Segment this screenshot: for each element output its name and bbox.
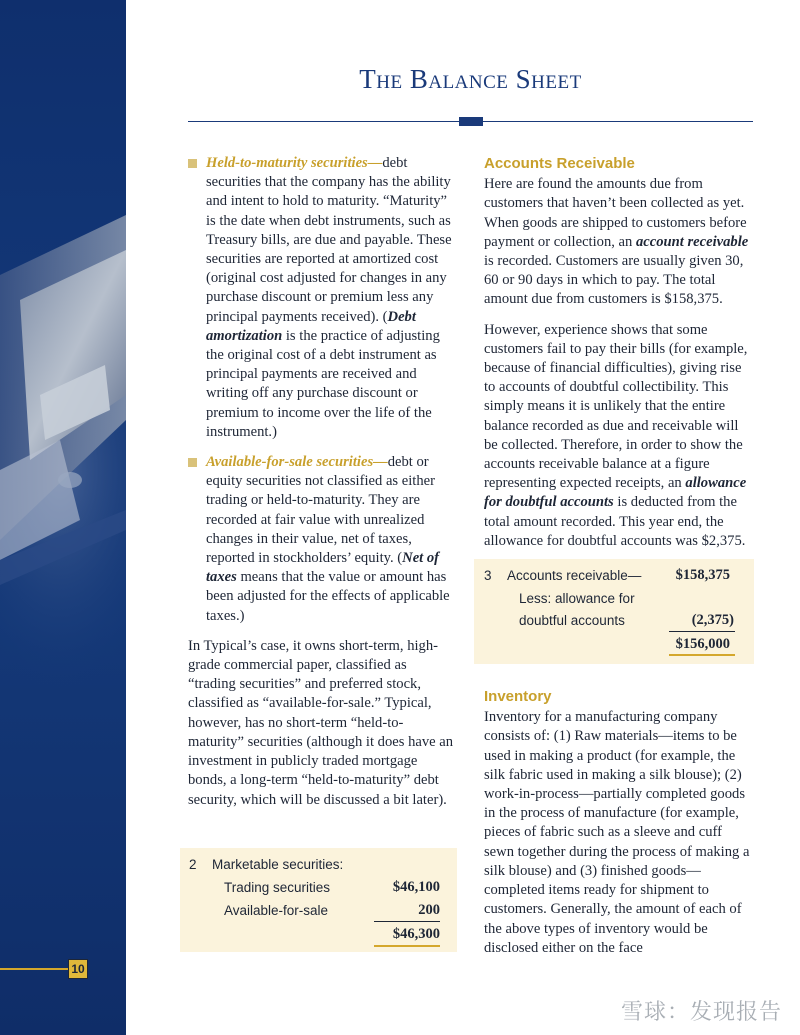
total-amount: $156,000 (675, 636, 730, 652)
side-photo-band (0, 0, 126, 1035)
section-heading: Accounts Receivable (484, 155, 635, 172)
box-number: 2 (189, 857, 197, 872)
page-number-rule (0, 968, 68, 970)
row-label: Less: allowance for (519, 591, 635, 606)
bullet-text: means that the value or amount has been adjusted for the effects of applicable taxes.) (206, 569, 450, 624)
row-amount: (2,375) (691, 612, 734, 628)
section-heading: Inventory (484, 688, 552, 706)
inventory-paragraph: Inventory for a manufacturing company consists of: (1) Raw materials—items to be used in making a product (for example, the silk fabric used in making a silk blouse); (2) work-in-process—partially completed goods in the process of manufacture (for example, pieces of fabric such as a sleeve and cuff sewn together during the process of making a silk blouse) and (3) finished goods—completed items ready for shipment to customers. Generally, the amount of each of the above types of inventory would be disclosed either on the face (484, 709, 750, 956)
marketable-securities-box (180, 848, 457, 952)
row-label: Trading securities (224, 880, 331, 895)
row-label: Available-for-sale (224, 903, 329, 918)
page-title: The Balance Sheet (359, 64, 582, 94)
box-number: 3 (484, 568, 492, 583)
total-amount: $46,300 (392, 926, 440, 942)
text: is deducted from the total amount recorded. This year end, the allowance for doubtful accounts was $2,375. (484, 494, 746, 549)
defined-term: Debt amortization (206, 308, 416, 344)
text: is recorded. Customers are usually given 30, 60 or 90 days in which to pay. The total amount due from customers is $158,375. (484, 253, 744, 308)
bullet-square-icon (188, 159, 197, 168)
accounts-receivable-box (474, 559, 754, 664)
subtotal-rule (669, 631, 735, 632)
ar-paragraph-1 (484, 175, 754, 309)
bullet-square-icon (188, 458, 197, 467)
box-title: Marketable securities: (212, 857, 344, 872)
term-held-to-maturity: Held-to-maturity securities— (206, 155, 383, 171)
defined-term: allowance for doubtful accounts (484, 475, 747, 511)
row-amount: $158,375 (675, 567, 730, 583)
text: Here are found the amounts due from customers that haven’t been collected as yet. When goods are shipped to customers before payment or collection, an (484, 176, 747, 250)
credit-card-photo (0, 0, 126, 1035)
text: However, experience shows that some customers fail to pay their bills (for example, because of financial difficulties), giving rise to accounts of doubtful collectibility. This simply means it is unlikely that the entire balance recorded as due and receivable will be collected. Therefore, in order to show the accounts receivable balance at a figure representing expected receipts, an (484, 321, 748, 492)
bullet-text: debt or equity securities not classified as either trading or held-to-maturity. They are recorded at fair value with unrealized changes in their value, net of taxes, reported in stockholders’ equity. ( (206, 454, 435, 567)
ar-paragraph-2 (484, 321, 754, 551)
defined-term: Net of taxes (206, 550, 440, 586)
bullet-text: is the practice of adjusting the original cost of a debt instrument as principal payments are received and writing off any purchase discount or premium to income over the life of the instrument.) (206, 327, 440, 440)
row-amount: 200 (418, 902, 440, 918)
bullet-text: debt securities that the company has the ability and intent to hold to maturity. “Maturity” is the date when debt instruments, such as Treasury bills, are due and payable. These securities are reported at amortized cost (original cost adjusted for changes in any purchase discount or premium less any principal payments received). ( (206, 155, 452, 325)
typical-paragraph: In Typical’s case, it owns short-term, high-grade commercial paper, classified as “trading securities” and preferred stock, classified as “available-for-sale.” Typical, however, has no short-term “held-to-maturity” securities (although it does have an investment in publicly traded mortgage bonds, a long-term “held-to-maturity” debt security, which will be discussed a bit later). (188, 637, 454, 808)
term-available-for-sale: Available-for-sale securities— (206, 454, 388, 471)
row-label: Accounts receivable— (507, 568, 642, 583)
bullet-held-to-maturity (188, 154, 454, 442)
bullet-available-for-sale (188, 453, 454, 626)
title-rule-mark (459, 117, 483, 126)
row-label: doubtful accounts (519, 613, 625, 628)
left-column (188, 154, 454, 821)
page-number: 10 (68, 959, 88, 979)
total-double-rule (669, 654, 735, 656)
subtotal-rule (374, 921, 440, 922)
row-amount: $46,100 (392, 879, 440, 895)
watermark: 雪球：发现报告 (620, 1000, 782, 1025)
defined-term: account receivable (635, 233, 749, 250)
total-double-rule (374, 945, 440, 947)
